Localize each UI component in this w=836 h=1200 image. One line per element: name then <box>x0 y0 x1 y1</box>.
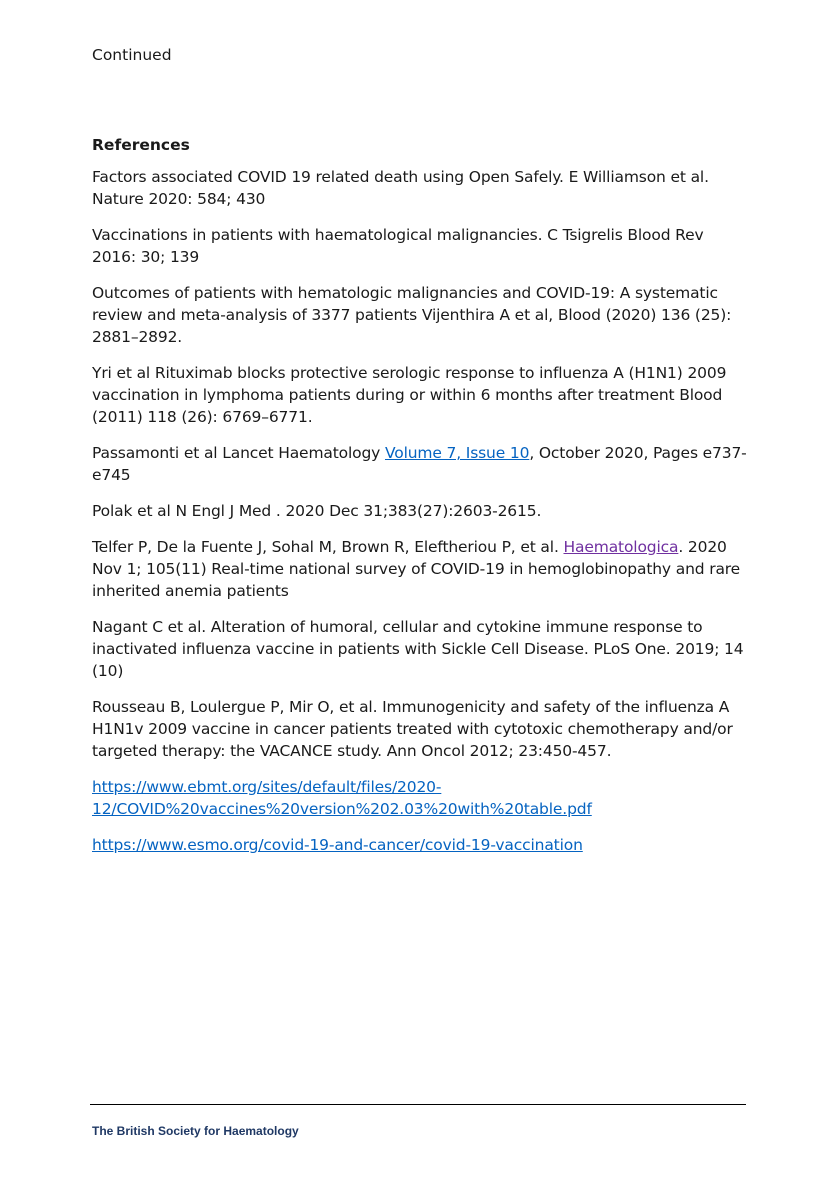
reference-text: , October 2020, Pages e737-e745 <box>92 444 747 484</box>
footer-organization: The British Society for Haematology <box>92 1124 299 1138</box>
reference-item-passamonti <box>92 442 752 486</box>
reference-item-yri: Yri et al Rituximab blocks protective serologic response to influenza A (H1N1) 2009 vaccination in lymphoma patients during or within 6 months after treatment Blood (2011) 118 (26): 6769–6771. <box>92 364 727 426</box>
reference-item-ebmt-url <box>92 776 752 820</box>
reference-text: Telfer P, De la Fuente J, Sohal M, Brown R, Eleftheriou P, et al. <box>92 538 564 556</box>
reference-list <box>92 166 752 856</box>
reference-item-polak: Polak et al N Engl J Med . 2020 Dec 31;383(27):2603-2615. <box>92 502 542 520</box>
continued-label: Continued <box>92 46 172 64</box>
reference-item-tsigrelis: Vaccinations in patients with haematological malignancies. C Tsigrelis Blood Rev 2016: 30; 139 <box>92 226 704 266</box>
footer-divider <box>90 1104 746 1105</box>
document-page <box>92 44 752 870</box>
reference-text: Passamonti et al Lancet Haematology <box>92 444 385 462</box>
ebmt-url-link[interactable]: https://www.ebmt.org/sites/default/files/2020- <box>92 778 442 796</box>
reference-item-esmo-url <box>92 834 752 856</box>
reference-item-rousseau: Rousseau B, Loulergue P, Mir O, et al. Immunogenicity and safety of the influenza A H1N1v 2009 vaccine in cancer patients treated with cytotoxic chemotherapy and/or targeted therapy: the VACANCE study. Ann Oncol 2012; 23:450-457. <box>92 698 733 760</box>
references-heading: References <box>92 136 190 154</box>
reference-item-vijenthira: Outcomes of patients with hematologic malignancies and COVID-19: A systematic review and meta-analysis of 3377 patients Vijenthira A et al, Blood (2020) 136 (25): 2881–2892. <box>92 284 732 346</box>
haematologica-link[interactable]: Haematologica <box>563 538 679 556</box>
reference-item-williamson: Factors associated COVID 19 related death using Open Safely. E Williamson et al. Nature 2020: 584; 430 <box>92 168 709 208</box>
ebmt-url-link-continued[interactable]: 12/COVID%20vaccines%20version%202.03%20with%20table.pdf <box>92 800 592 818</box>
reference-item-nagant: Nagant C et al. Alteration of humoral, cellular and cytokine immune response to inactivated influenza vaccine in patients with Sickle Cell Disease. PLoS One. 2019; 14 (10) <box>92 618 744 680</box>
reference-text: . 2020 Nov 1; 105(11) Real-time national survey of COVID-19 in hemoglobinopathy and rare inherited anemia patients <box>92 538 741 600</box>
volume-issue-link[interactable]: Volume 7, Issue 10 <box>384 444 530 462</box>
esmo-url-link[interactable]: https://www.esmo.org/covid-19-and-cancer/covid-19-vaccination <box>92 836 583 854</box>
reference-item-telfer <box>92 536 752 602</box>
